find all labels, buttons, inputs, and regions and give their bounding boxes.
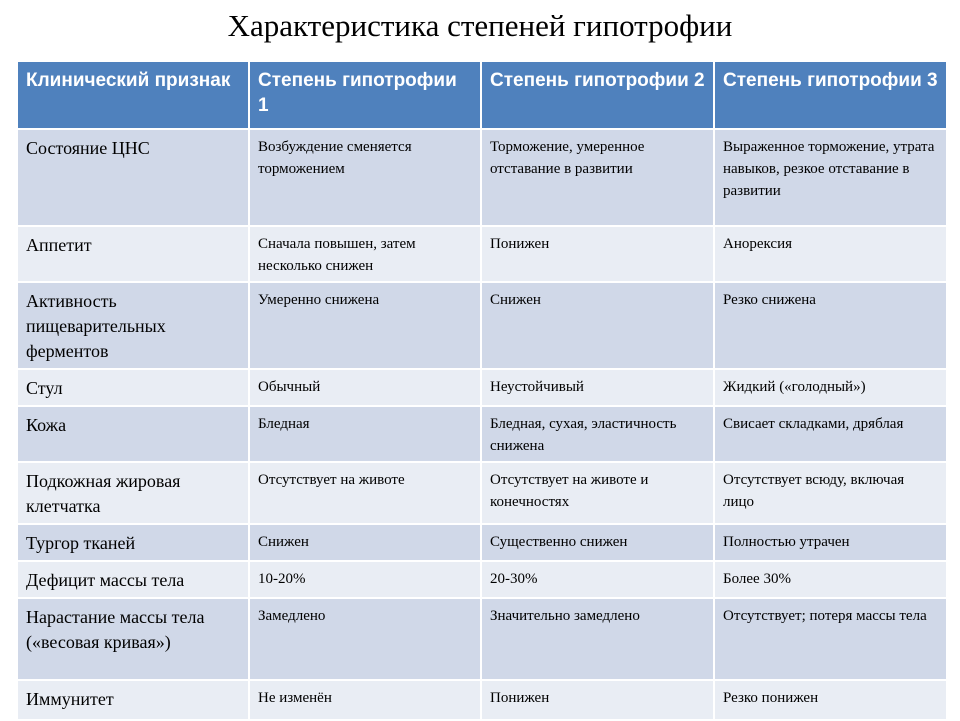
table-row <box>17 680 947 720</box>
table-row <box>17 369 947 406</box>
header-degree-1: Степень гипотрофии 1 <box>249 61 481 129</box>
row-degree-1: Замедлено <box>249 598 481 680</box>
row-degree-3: Анорексия <box>714 226 947 282</box>
row-sign: Кожа <box>17 406 249 462</box>
row-degree-2: Существенно снижен <box>481 524 714 561</box>
row-degree-3: Жидкий («голодный») <box>714 369 947 406</box>
row-degree-2: Неустойчивый <box>481 369 714 406</box>
table-row <box>17 282 947 369</box>
row-degree-2: Понижен <box>481 226 714 282</box>
row-degree-2: Значительно замедлено <box>481 598 714 680</box>
row-degree-1: Не изменён <box>249 680 481 720</box>
row-degree-3: Более 30% <box>714 561 947 598</box>
table-row <box>17 129 947 226</box>
row-degree-1: 10-20% <box>249 561 481 598</box>
row-sign: Подкожная жировая клетчатка <box>17 462 249 524</box>
row-degree-3: Резко снижена <box>714 282 947 369</box>
row-degree-1: Отсутствует на животе <box>249 462 481 524</box>
header-degree-3: Степень гипотрофии 3 <box>714 61 947 129</box>
row-degree-1: Возбуждение сменяется торможением <box>249 129 481 226</box>
row-degree-3: Резко понижен <box>714 680 947 720</box>
row-degree-2: Отсутствует на животе и конечностях <box>481 462 714 524</box>
row-degree-3: Полностью утрачен <box>714 524 947 561</box>
row-sign: Стул <box>17 369 249 406</box>
table-row <box>17 406 947 462</box>
header-clinical-sign: Клинический признак <box>17 61 249 129</box>
row-degree-3: Отсутствует всюду, включая лицо <box>714 462 947 524</box>
table-row <box>17 462 947 524</box>
table-header-row <box>17 61 947 129</box>
row-sign: Тургор тканей <box>17 524 249 561</box>
row-degree-1: Обычный <box>249 369 481 406</box>
row-degree-3: Выраженное торможение, утрата навыков, резкое отставание в развитии <box>714 129 947 226</box>
header-degree-2: Степень гипотрофии 2 <box>481 61 714 129</box>
row-degree-1: Снижен <box>249 524 481 561</box>
table-row <box>17 226 947 282</box>
row-degree-1: Сначала повышен, затем несколько снижен <box>249 226 481 282</box>
row-degree-1: Умеренно снижена <box>249 282 481 369</box>
row-degree-3: Свисает складками, дряблая <box>714 406 947 462</box>
row-degree-2: 20-30% <box>481 561 714 598</box>
row-sign: Активность пищеварительных ферментов <box>17 282 249 369</box>
row-sign: Дефицит массы тела <box>17 561 249 598</box>
row-degree-2: Снижен <box>481 282 714 369</box>
row-degree-2: Бледная, сухая, эластичность снижена <box>481 406 714 462</box>
row-sign: Состояние ЦНС <box>17 129 249 226</box>
slide-title: Характеристика степеней гипотрофии <box>227 8 733 43</box>
row-degree-3: Отсутствует; потеря массы тела <box>714 598 947 680</box>
row-degree-1: Бледная <box>249 406 481 462</box>
table-row <box>17 561 947 598</box>
row-degree-2: Понижен <box>481 680 714 720</box>
table-row <box>17 598 947 680</box>
hypotrophy-table <box>16 60 948 721</box>
row-sign: Нарастание массы тела («весовая кривая») <box>17 598 249 680</box>
row-sign: Аппетит <box>17 226 249 282</box>
table-row <box>17 524 947 561</box>
row-degree-2: Торможение, умеренное отставание в развитии <box>481 129 714 226</box>
row-sign: Иммунитет <box>17 680 249 720</box>
